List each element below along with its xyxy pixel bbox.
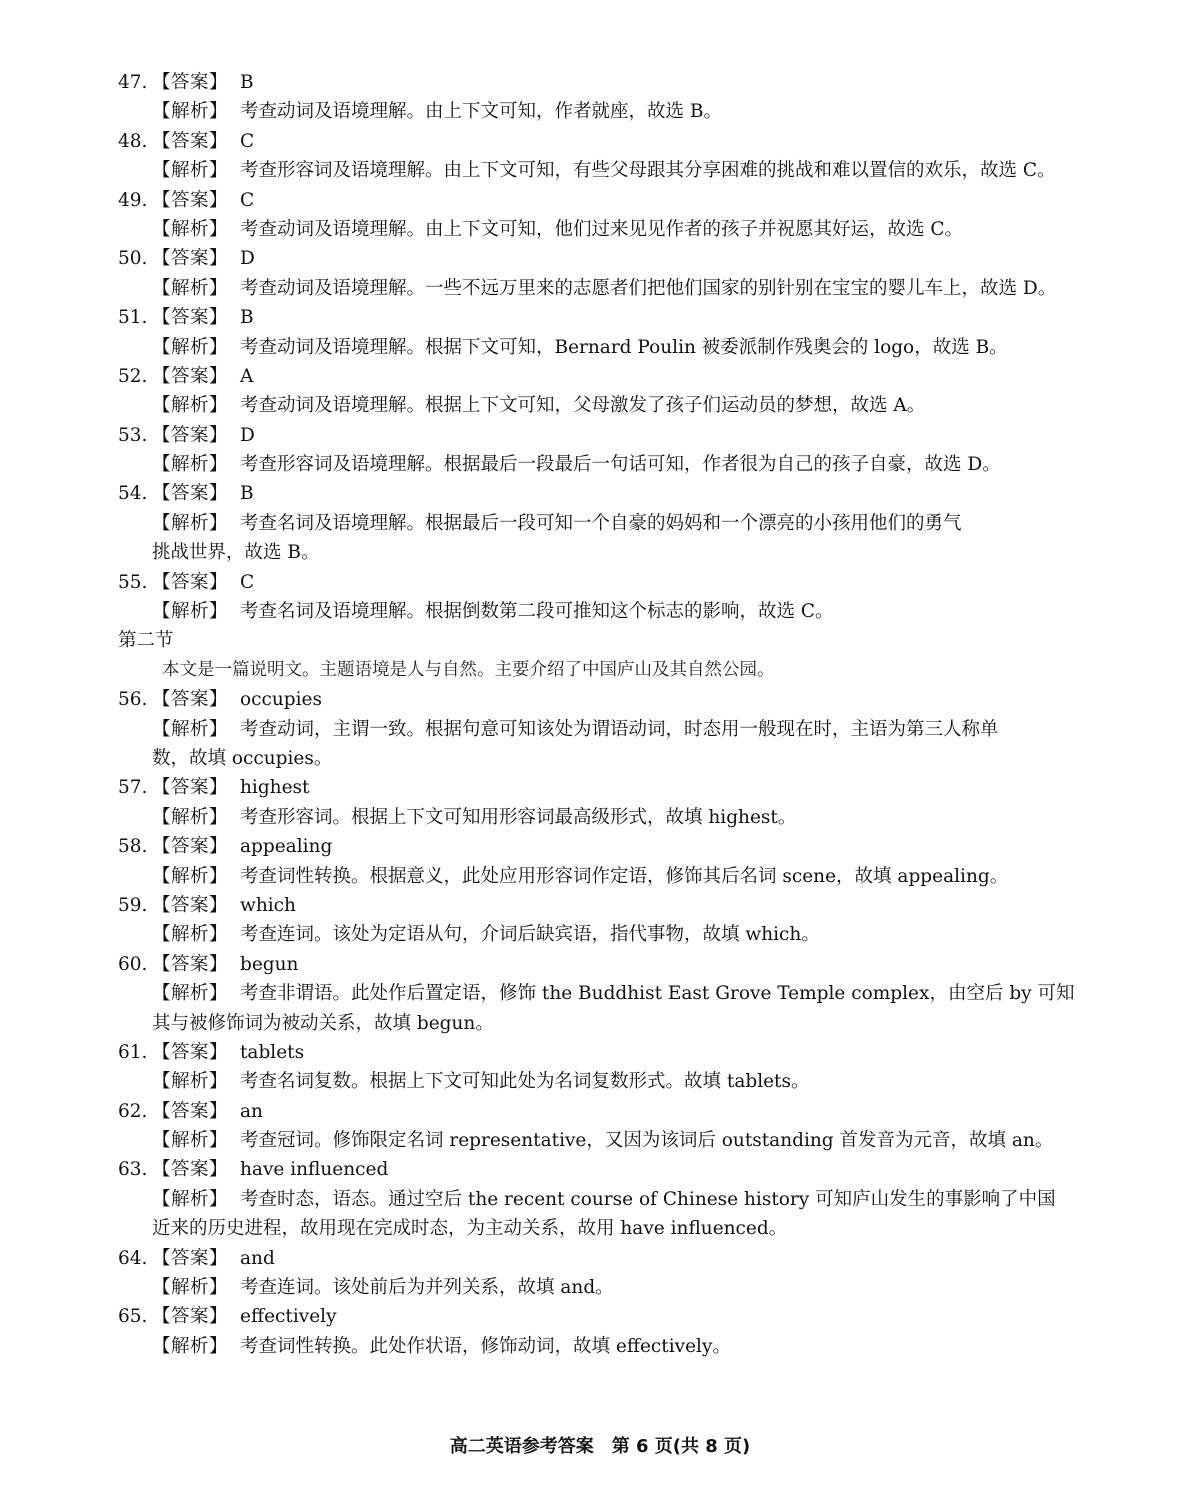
answer-row	[118, 303, 1090, 332]
answer-item	[118, 1302, 1090, 1361]
answer-label: 【答案】	[152, 189, 229, 211]
answer-row	[118, 186, 1090, 215]
answer-item	[118, 773, 1090, 832]
answer-row	[118, 773, 1090, 802]
answer-item	[118, 1097, 1090, 1156]
explanation-row	[118, 274, 1090, 303]
answer-value: appealing	[240, 836, 333, 858]
explanation-row	[118, 333, 1090, 362]
question-number: 64.	[118, 1247, 148, 1269]
answer-label: 【答案】	[152, 1100, 229, 1122]
answer-row	[118, 568, 1090, 597]
explanation-label: 【解析】	[152, 336, 229, 358]
answer-row	[118, 421, 1090, 450]
question-number: 54.	[118, 483, 148, 505]
answer-row	[118, 891, 1090, 920]
explanation-row	[118, 1273, 1090, 1302]
answer-row	[118, 950, 1090, 979]
question-number: 47.	[118, 72, 148, 93]
explanation-text: 考查动词及语境理解。由上下文可知，作者就座，故选 B。	[240, 101, 722, 123]
answer-row	[118, 244, 1090, 273]
answer-value: B	[240, 483, 254, 505]
explanation-text: 考查名词及语境理解。根据最后一段可知一个自豪的妈妈和一个漂亮的小孩用他们的勇气	[240, 512, 962, 534]
answer-label: 【答案】	[152, 1306, 229, 1328]
answer-value: which	[240, 894, 296, 916]
answer-label: 【答案】	[152, 953, 229, 975]
question-number: 63.	[118, 1159, 148, 1181]
question-number: 61.	[118, 1041, 148, 1063]
answer-item	[118, 1155, 1090, 1243]
answer-label: 【答案】	[152, 1159, 229, 1181]
explanation-label: 【解析】	[152, 1071, 229, 1093]
answer-row	[118, 68, 1090, 97]
answer-value: tablets	[240, 1041, 305, 1063]
explanation-continuation: 其与被修饰词为被动关系，故填 begun。	[152, 1012, 494, 1034]
question-number: 55.	[118, 571, 148, 593]
answer-item	[118, 568, 1090, 627]
answer-list	[118, 68, 1090, 1361]
explanation-text: 考查动词及语境理解。一些不远万里来的志愿者们把他们国家的别针别在宝宝的婴儿车上，故选 D。	[240, 277, 1057, 299]
question-number: 62.	[118, 1100, 148, 1122]
explanation-row	[118, 1185, 1090, 1214]
question-number: 50.	[118, 248, 148, 270]
answer-row	[118, 685, 1090, 714]
answer-value: D	[240, 248, 255, 270]
question-number: 56.	[118, 689, 148, 711]
answer-value: an	[240, 1100, 263, 1122]
answer-value: B	[240, 72, 254, 93]
explanation-text: 考查名词及语境理解。根据倒数第二段可推知这个标志的影响，故选 C。	[240, 601, 834, 623]
explanation-text: 考查名词复数。根据上下文可知此处为名词复数形式。故填 tablets。	[240, 1071, 810, 1093]
explanation-text: 考查动词及语境理解。根据下文可知，Bernard Poulin 被委派制作残奥会的 logo，故选 B。	[240, 336, 1008, 358]
answer-item	[118, 362, 1090, 421]
page-footer: 高二英语参考答案 第 6 页(共 8 页)	[449, 1436, 751, 1457]
explanation-label: 【解析】	[152, 395, 229, 417]
answer-item	[118, 1244, 1090, 1303]
explanation-text: 考查形容词及语境理解。根据最后一段最后一句话可知，作者很为自己的孩子自豪，故选 D。	[240, 454, 1001, 476]
section-one-items	[118, 68, 1090, 626]
answer-value: D	[240, 424, 255, 446]
question-number: 52.	[118, 365, 148, 387]
answer-item	[118, 832, 1090, 891]
explanation-label: 【解析】	[152, 277, 229, 299]
explanation-label: 【解析】	[152, 1188, 229, 1210]
question-number: 48.	[118, 130, 148, 152]
explanation-row	[118, 862, 1090, 891]
answer-label: 【答案】	[152, 72, 229, 93]
section-two-intro: 本文是一篇说明文。主题语境是人与自然。主要介绍了中国庐山及其自然公园。	[162, 659, 775, 680]
explanation-text: 考查词性转换。此处作状语，修饰动词，故填 effectively。	[240, 1335, 731, 1357]
section-two-title: 第二节	[118, 630, 174, 652]
explanation-text: 考查形容词及语境理解。由上下文可知，有些父母跟其分享困难的挑战和难以置信的欢乐，故选 C。	[240, 160, 1056, 182]
explanation-continuation: 近来的历史进程，故用现在完成时态，为主动关系，故用 have influenced。	[152, 1218, 788, 1240]
explanation-row	[118, 156, 1090, 185]
explanation-label: 【解析】	[152, 454, 229, 476]
question-number: 53.	[118, 424, 148, 446]
question-number: 58.	[118, 836, 148, 858]
answer-item	[118, 950, 1090, 1038]
answer-value: A	[240, 365, 254, 387]
explanation-text: 考查形容词。根据上下文可知用形容词最高级形式，故填 highest。	[240, 806, 797, 828]
answer-label: 【答案】	[152, 1247, 229, 1269]
explanation-row	[118, 715, 1090, 744]
answer-value: B	[240, 307, 254, 329]
question-number: 49.	[118, 189, 148, 211]
explanation-text: 考查动词及语境理解。由上下文可知，他们过来见见作者的孩子并祝愿其好运，故选 C。	[240, 218, 964, 240]
answer-value: C	[240, 130, 255, 152]
answer-item	[118, 68, 1090, 127]
explanation-row	[118, 391, 1090, 420]
answer-row	[118, 362, 1090, 391]
answer-row	[118, 127, 1090, 156]
explanation-label: 【解析】	[152, 865, 229, 887]
explanation-label: 【解析】	[152, 1335, 229, 1357]
answer-item	[118, 479, 1090, 567]
answer-value: C	[240, 571, 255, 593]
answer-label: 【答案】	[152, 836, 229, 858]
explanation-row	[118, 509, 1090, 538]
answer-value: have influenced	[240, 1159, 389, 1181]
explanation-text: 考查词性转换。根据意义，此处应用形容词作定语，修饰其后名词 scene，故填 appealing。	[240, 865, 1009, 887]
explanation-label: 【解析】	[152, 1277, 229, 1299]
explanation-continuation: 数，故填 occupies。	[152, 747, 333, 769]
answer-value: begun	[240, 953, 299, 975]
explanation-row	[118, 597, 1090, 626]
explanation-label: 【解析】	[152, 101, 229, 123]
answer-label: 【答案】	[152, 571, 229, 593]
question-number: 51.	[118, 307, 148, 329]
explanation-text: 考查连词。该处为定语从句，介词后缺宾语，指代事物，故填 which。	[240, 924, 820, 946]
answer-item	[118, 685, 1090, 773]
answer-label: 【答案】	[152, 689, 229, 711]
explanation-label: 【解析】	[152, 218, 229, 240]
answer-label: 【答案】	[152, 130, 229, 152]
explanation-label: 【解析】	[152, 983, 229, 1005]
answer-item	[118, 303, 1090, 362]
question-number: 60.	[118, 953, 148, 975]
answer-item	[118, 186, 1090, 245]
answer-value: occupies	[240, 689, 322, 711]
question-number: 65.	[118, 1306, 148, 1328]
answer-item	[118, 1038, 1090, 1097]
question-number: 59.	[118, 894, 148, 916]
answer-row	[118, 1244, 1090, 1273]
explanation-label: 【解析】	[152, 1130, 229, 1152]
explanation-label: 【解析】	[152, 718, 229, 740]
explanation-text: 考查非谓语。此处作后置定语，修饰 the Buddhist East Grove Temple complex，由空后 by 可知	[240, 983, 1075, 1005]
explanation-label: 【解析】	[152, 160, 229, 182]
explanation-row	[118, 920, 1090, 949]
explanation-label: 【解析】	[152, 512, 229, 534]
answer-value: C	[240, 189, 255, 211]
answer-item	[118, 244, 1090, 303]
question-number: 57.	[118, 777, 148, 799]
answer-value: highest	[240, 777, 310, 799]
answer-value: and	[240, 1247, 275, 1269]
explanation-row	[118, 97, 1090, 126]
answer-item	[118, 891, 1090, 950]
answer-row	[118, 1038, 1090, 1067]
explanation-text: 考查动词及语境理解。根据上下文可知，父母激发了孩子们运动员的梦想，故选 A。	[240, 395, 926, 417]
explanation-label: 【解析】	[152, 806, 229, 828]
explanation-row	[118, 1067, 1090, 1096]
explanation-continuation: 挑战世界，故选 B。	[152, 542, 320, 564]
explanation-row	[118, 1126, 1090, 1155]
explanation-row	[118, 1332, 1090, 1361]
explanation-label: 【解析】	[152, 924, 229, 946]
answer-row	[118, 479, 1090, 508]
answer-label: 【答案】	[152, 424, 229, 446]
explanation-row	[118, 979, 1090, 1008]
answer-item	[118, 127, 1090, 186]
explanation-row	[118, 215, 1090, 244]
answer-label: 【答案】	[152, 483, 229, 505]
explanation-text: 考查冠词。修饰限定名词 representative，又因为该词后 outstanding 首发音为元音，故填 an。	[240, 1130, 1054, 1152]
answer-value: effectively	[240, 1306, 337, 1328]
answer-label: 【答案】	[152, 1041, 229, 1063]
explanation-text: 考查动词，主谓一致。根据句意可知该处为谓语动词，时态用一般现在时，主语为第三人称单	[240, 718, 999, 740]
explanation-row	[118, 803, 1090, 832]
answer-label: 【答案】	[152, 248, 229, 270]
answer-label: 【答案】	[152, 365, 229, 387]
explanation-row	[118, 450, 1090, 479]
answer-label: 【答案】	[152, 307, 229, 329]
explanation-text: 考查时态，语态。通过空后 the recent course of Chinese history 可知庐山发生的事影响了中国	[240, 1188, 1056, 1210]
answer-row	[118, 1155, 1090, 1184]
explanation-label: 【解析】	[152, 601, 229, 623]
answer-label: 【答案】	[152, 894, 229, 916]
answer-row	[118, 1302, 1090, 1331]
answer-item	[118, 421, 1090, 480]
answer-row	[118, 1097, 1090, 1126]
section-two-items	[118, 685, 1090, 1361]
answer-row	[118, 832, 1090, 861]
answer-label: 【答案】	[152, 777, 229, 799]
explanation-text: 考查连词。该处前后为并列关系，故填 and。	[240, 1277, 614, 1299]
